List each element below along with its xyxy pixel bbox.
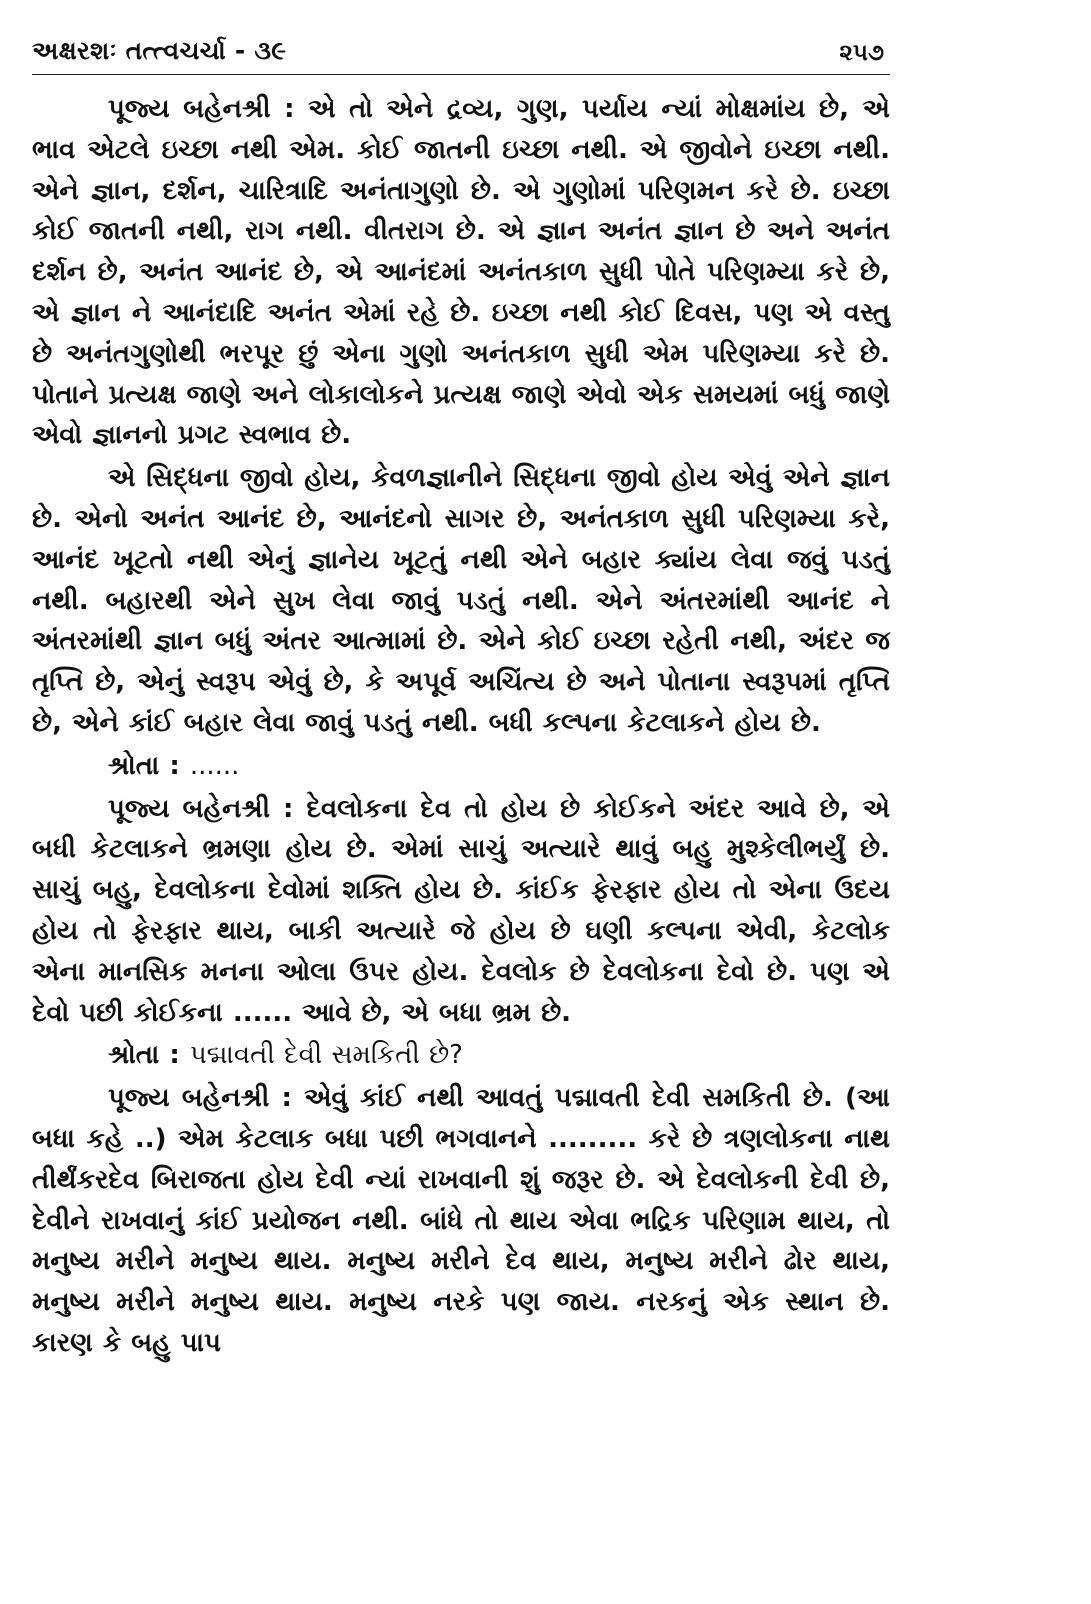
paragraph [32, 1035, 890, 1076]
running-header [32, 36, 890, 75]
body-text [32, 89, 890, 1364]
speaker-label: પૂજ્ય બહેનશ્રી : [108, 94, 295, 124]
paragraph-text: ...... [189, 750, 240, 781]
paragraph-text: પદ્માવતી દેવી સમકિતી છે? [189, 1040, 463, 1071]
paragraph [32, 1078, 890, 1364]
paragraph [32, 89, 890, 456]
paragraph-text: એ સિદ્ધના જીવો હોય, કેવળજ્ઞાનીને સિદ્ધના જીવો હોય એવું એને જ્ઞાન છે. એનો અનંત આનંદ છે, આનંદનો સાગર છે, અનંતકાળ સુધી પરિણમ્યા કરે, આનંદ ખૂટતો નથી એનું જ્ઞાનેય ખૂટતું નથી એને બહાર ક્યાંય લેવા જવું પડતું નથી. બહારથી એને સુખ લેવા જાવું પડતું નથી. એને અંતરમાંથી આનંદ ને અંતરમાંથી જ્ઞાન બધું અંતર આત્મામાં છે. એને કોઈ ઇચ્છા રહેતી નથી, અંદર જ તૃપ્તિ છે, એનું સ્વરૂપ એવું છે, કે અપૂર્વ અચિંત્ય છે અને પોતાના સ્વરૂપમાં તૃપ્તિ છે, એને કાંઈ બહાર લેવા જાવું પડતું નથી. બધી કલ્પના કેટલાકને હોય છે. [32, 463, 890, 738]
speaker-label: પૂજ્ય બહેનશ્રી : [108, 1083, 292, 1114]
paragraph-text: એ તો એને દ્રવ્ય, ગુણ, પર્યાય ન્યાં મોક્ષમાંય છે, એ ભાવ એટલે ઇચ્છા નથી એમ. કોઈ જાતની ઇચ્છા નથી. એ જીવોને ઇચ્છા નથી. એને જ્ઞાન, દર્શન, ચારિત્રાદિ અનંતાગુણો છે. એ ગુણોમાં પરિણમન કરે છે. ઇચ્છા કોઈ જાતની નથી, રાગ નથી. વીતરાગ છે. એ જ્ઞાન અનંત જ્ઞાન છે અને અનંત દર્શન છે, અનંત આનંદ છે, એ આનંદમાં અનંતકાળ સુધી પોતે પરિણમ્યા કરે છે, એ જ્ઞાન ને આનંદાદિ અનંત એમાં રહે છે. ઇચ્છા નથી કોઈ દિવસ, પણ એ વસ્તુ છે અનંતગુણોથી ભરપૂર છું એના ગુણો અનંતકાળ સુધી એમ પરિણમ્યા કરે છે. પોતાને પ્રત્યક્ષ જાણે અને લોકાલોકને પ્રત્યક્ષ જાણે એવો એક સમયમાં બધું જાણે એવો જ્ઞાનનો પ્રગટ સ્વભાવ છે. [32, 94, 890, 451]
chapter-title: અક્ષરશઃ તત્ત્વચર્ચા - ૩૯ [32, 36, 287, 65]
speaker-label: શ્રોતા : [108, 1040, 180, 1071]
page-number: ૨૫૭ [839, 40, 884, 66]
speaker-label: શ્રોતા : [108, 750, 180, 781]
paragraph [32, 458, 890, 744]
paragraph-text: દેવલોકના દેવ તો હોય છે કોઈકને અંદર આવે છે, એ બધી કેટલાકને ભ્રમણા હોય છે. એમાં સાચું અત્યારે થાવું બહુ મુશ્કેલીભર્યું છે. સાચું બહુ, દેવલોકના દેવોમાં શક્તિ હોય છે. કાંઈક ફેરફાર હોય તો એના ઉદય હોય તો ફેરફાર થાય, બાકી અત્યારે જે હોય છે ઘણી કલ્પના એવી, કેટલોક એના માનસિક મનના ઓલા ઉપર હોય. દેવલોક છે દેવલોકના દેવો છે. પણ એ દેવો પછી કોઈકના ...... આવે છે, એ બધા ભ્રમ છે. [32, 793, 890, 1028]
paragraph-text: એવું કાંઈ નથી આવતું પદ્માવતી દેવી સમકિતી છે. (આ બધા કહે ..) એમ કેટલાક બધા પછી ભગવાનને ......... કરે છે ત્રણલોકના નાથ તીર્થંકરદેવ બિરાજતા હોય દેવી ન્યાં રાખવાની શું જરૂર છે. એ દેવલોકની દેવી છે, દેવીને રાખવાનું કાંઈ પ્રયોજન નથી. બાંધે તો થાય એવા ભદ્રિક પરિણામ થાય, તો મનુષ્ય મરીને મનુષ્ય થાય. મનુષ્ય મરીને દેવ થાય, મનુષ્ય મરીને ઢોર થાય, મનુષ્ય મરીને મનુષ્ય થાય. મનુષ્ય નરકે પણ જાય. નરકનું એક સ્થાન છે. કારણ કે બહુ પાપ [32, 1083, 890, 1358]
paragraph [32, 746, 890, 787]
paragraph [32, 789, 890, 1034]
speaker-label: પૂજ્ય બહેનશ્રી : [108, 793, 294, 824]
book-page [32, 36, 890, 1364]
